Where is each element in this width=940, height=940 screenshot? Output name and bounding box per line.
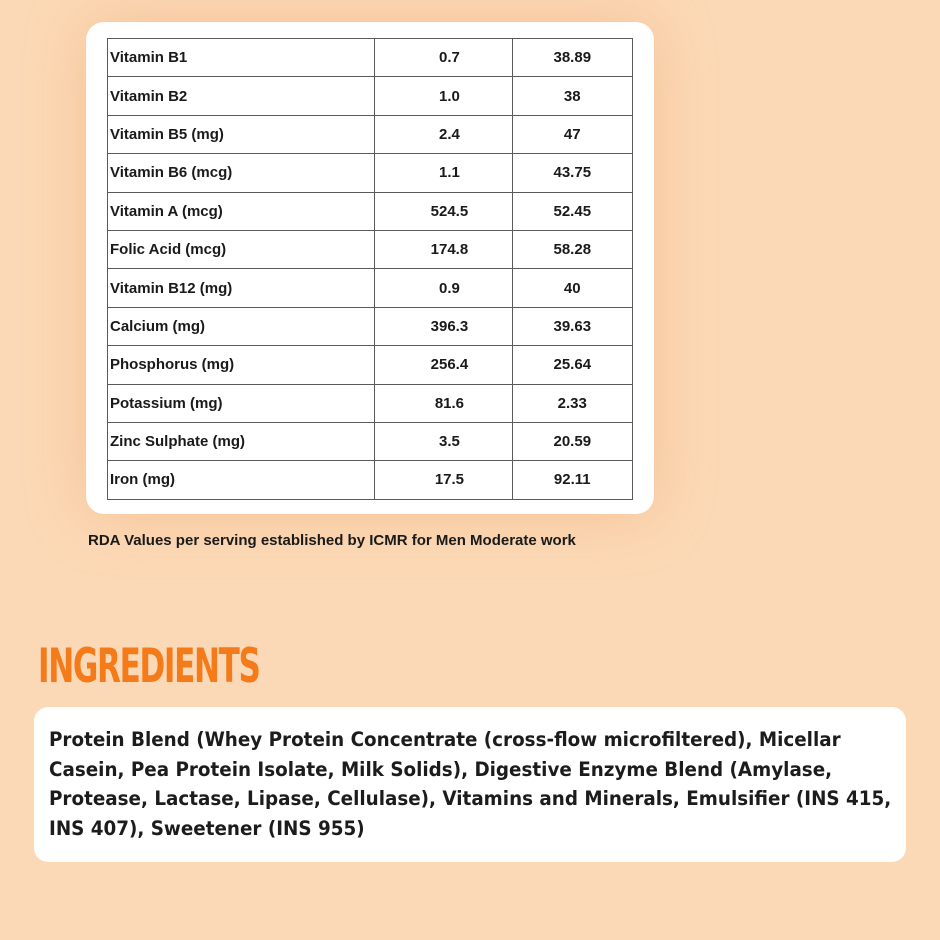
nutrient-rda: 20.59 (512, 422, 632, 460)
table-row (108, 192, 633, 230)
table-row (108, 384, 633, 422)
nutrient-rda: 38.89 (512, 39, 632, 77)
table-row (108, 422, 633, 460)
nutrient-name: Potassium (mg) (108, 384, 375, 422)
nutrient-name: Vitamin B2 (108, 77, 375, 115)
nutrient-name: Folic Acid (mcg) (108, 230, 375, 268)
table-row (108, 115, 633, 153)
nutrient-rda: 92.11 (512, 461, 632, 499)
nutrient-amount: 1.0 (375, 77, 512, 115)
table-row (108, 39, 633, 77)
nutrient-amount: 1.1 (375, 154, 512, 192)
nutrient-name: Phosphorus (mg) (108, 346, 375, 384)
table-row (108, 346, 633, 384)
nutrient-rda: 38 (512, 77, 632, 115)
table-row (108, 154, 633, 192)
nutrient-amount: 3.5 (375, 422, 512, 460)
nutrient-name: Vitamin B6 (mcg) (108, 154, 375, 192)
nutrient-rda: 58.28 (512, 230, 632, 268)
ingredients-heading: INGREDIENTS (38, 639, 260, 694)
nutrient-name: Iron (mg) (108, 461, 375, 499)
nutrient-amount: 256.4 (375, 346, 512, 384)
table-row (108, 77, 633, 115)
ingredients-card (34, 707, 906, 862)
nutrient-rda: 47 (512, 115, 632, 153)
nutrition-table (107, 38, 633, 500)
nutrient-name: Vitamin B1 (108, 39, 375, 77)
nutrient-amount: 0.7 (375, 39, 512, 77)
nutrient-name: Calcium (mg) (108, 307, 375, 345)
table-row (108, 461, 633, 499)
nutrient-rda: 43.75 (512, 154, 632, 192)
nutrient-amount: 524.5 (375, 192, 512, 230)
nutrient-rda: 39.63 (512, 307, 632, 345)
table-row (108, 269, 633, 307)
nutrient-name: Vitamin A (mcg) (108, 192, 375, 230)
nutrient-name: Vitamin B5 (mg) (108, 115, 375, 153)
nutrient-amount: 81.6 (375, 384, 512, 422)
ingredients-text: Protein Blend (Whey Protein Concentrate (cross-flow microfiltered), Micellar Casein, Pea Protein Isolate, Milk Solids), Digestive Enzyme Blend (Amylase, Protease, Lactase, Lipase, Cellulase), Vitamins and Minerals, Emulsifier (INS 415, INS 407), Sweetener (INS 955) (49, 728, 892, 840)
nutrient-rda: 40 (512, 269, 632, 307)
nutrient-amount: 17.5 (375, 461, 512, 499)
nutrient-rda: 52.45 (512, 192, 632, 230)
nutrient-amount: 2.4 (375, 115, 512, 153)
table-row (108, 307, 633, 345)
nutrient-rda: 2.33 (512, 384, 632, 422)
table-row (108, 230, 633, 268)
rda-note: RDA Values per serving established by ICMR for Men Moderate work (88, 532, 576, 549)
nutrient-amount: 0.9 (375, 269, 512, 307)
nutrient-name: Vitamin B12 (mg) (108, 269, 375, 307)
nutrient-name: Zinc Sulphate (mg) (108, 422, 375, 460)
nutrient-rda: 25.64 (512, 346, 632, 384)
nutrient-amount: 396.3 (375, 307, 512, 345)
nutrition-table-card (86, 22, 654, 514)
nutrient-amount: 174.8 (375, 230, 512, 268)
